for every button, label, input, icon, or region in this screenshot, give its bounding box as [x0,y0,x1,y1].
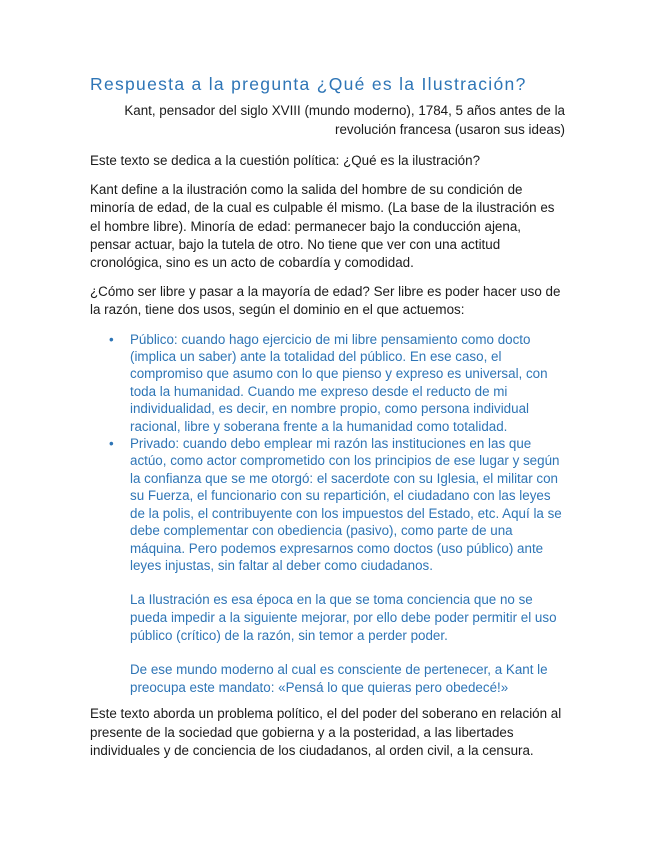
subtitle-line-1: Kant, pensador del siglo XVIII (mundo moderno), 1784, 5 años antes de la [124,103,565,118]
bullet-icon: • [109,331,114,347]
paragraph-question: ¿Cómo ser libre y pasar a la mayoría de edad? Ser libre es poder hacer uso de la razón, tiene dos usos, según el dominio en el que actuemos: [90,284,561,318]
bullet-list [90,331,565,575]
bullet-icon: • [109,436,114,452]
paragraph-intro: Este texto se dedica a la cuestión política: ¿Qué es la ilustración? [90,153,481,168]
indented-paragraph-mandato: De ese mundo moderno al cual es consciente de pertenecer, a Kant le preocupa este mandato: «Pensá lo que quieras pero obedecé!» [130,662,548,695]
document-subtitle [90,101,565,139]
indented-paragraph-ilustracion: La Ilustración es esa época en la que se toma conciencia que no se pueda impedir a la siguiente mejorar, por ello debe poder permitir el uso público (crítico) de la razón, sin temor a perder poder. [130,592,557,643]
paragraph-closing: Este texto aborda un problema político, el del poder del soberano en relación al presente de la sociedad que gobierna y a la posteridad, a las libertades individuales y de conciencia de los ciudadanos, al orden civil, a la censura. [90,706,562,759]
document-title: Respuesta a la pregunta ¿Qué es la Ilustración? [90,74,527,94]
list-item [90,331,565,435]
list-item [90,435,565,574]
subtitle-line-2: revolución francesa (usaron sus ideas) [335,122,565,137]
list-item-text: Público: cuando hago ejercicio de mi libre pensamiento como docto (implica un saber) ante la totalidad del público. En ese caso, el compromiso que asumo con lo que pienso y expreso es universal, con toda la humanidad. Cuando me expreso desde el reducto de mi individualidad, es decir, en nombre propio, como persona individual racional, libre y soberana frente a la humanidad como totalidad. [130,331,548,434]
paragraph-definition: Kant define a la ilustración como la salida del hombre de su condición de minoría de edad, de la cual es culpable él mismo. (La base de la ilustración es el hombre libre). Minoría de edad: permanecer bajo la conducción ajena, pensar actuar, bajo la tutela de otro. No tiene que ver con una actitud cronológica, sino es un acto de cobardía y comodidad. [90,182,555,271]
list-item-text: Privado: cuando debo emplear mi razón las instituciones en las que actúo, como actor comprometido con los principios de ese lugar y según la confianza que se me otorgó: el sacerdote con su Iglesia, el militar con su Fuerza, el funcionario con su repartición, el ciudadano con las leyes de la polis, el contribuyente con los impuestos del Estado, etc. Aquí la se debe complementar con obediencia (pasivo), como parte de una máquina. Pero podemos expresarnos como doctos (uso público) ante leyes injustas, sin faltar al deber como ciudadanos. [130,436,562,573]
